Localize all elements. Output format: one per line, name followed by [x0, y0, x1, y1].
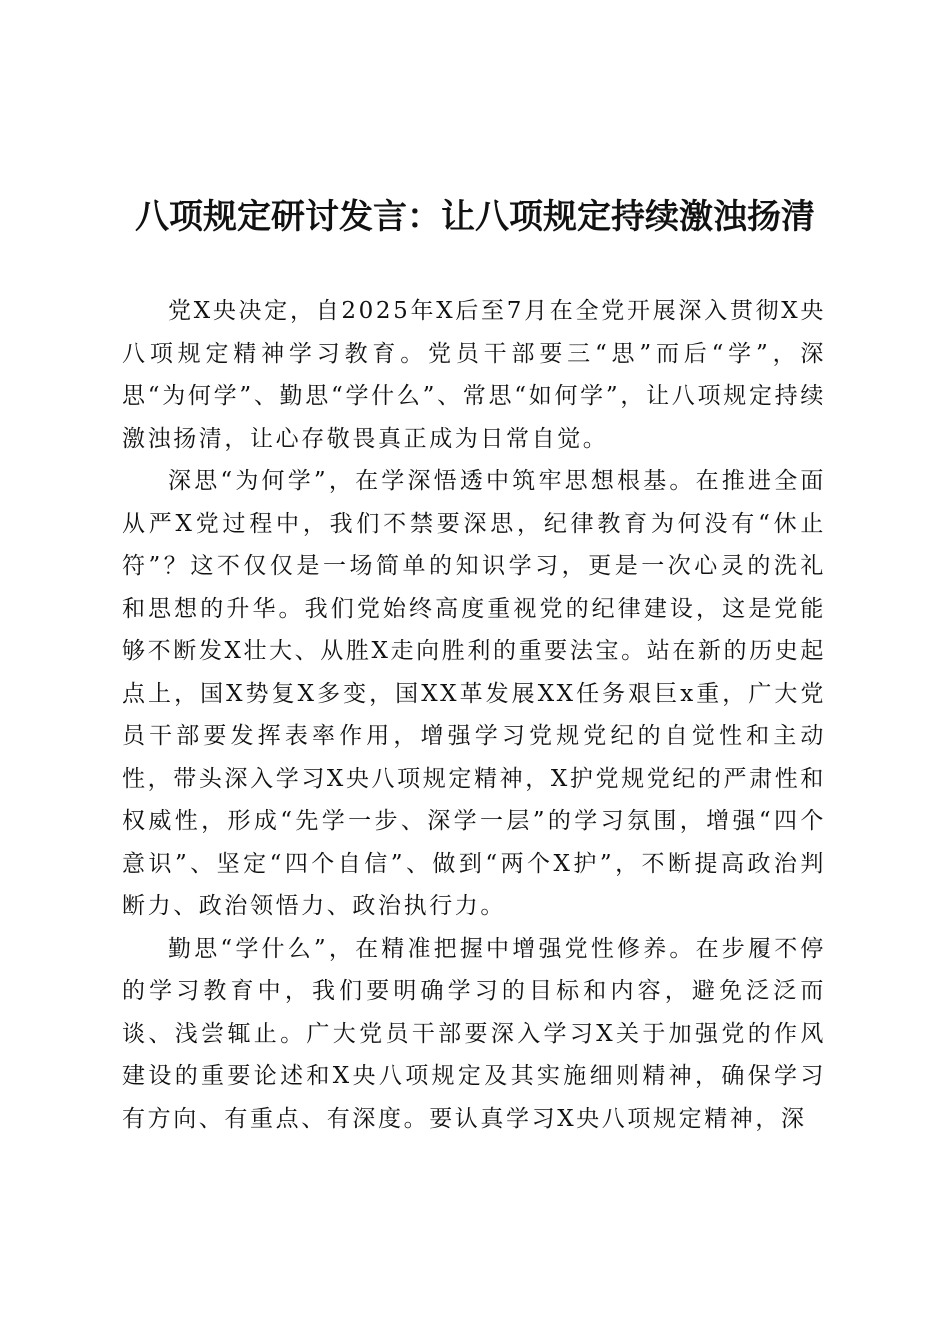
paragraph-what-learn: 勤思“学什么”，在精准把握中增强党性修养。在步履不停的学习教育中，我们要明确学习的目标和内容，避免泛泛而谈、浅尝辄止。广大党员干部要深入学习X关于加强党的作风建设的重要论述和X央八项规定及其实施细则精神，确保学习有方向、有重点、有深度。要认真学习X央八项规定精神，深 [122, 935, 826, 1132]
document-title: 八项规定研讨发言：让八项规定持续激浊扬清 [135, 197, 815, 237]
paragraph-intro: 党X央决定，自2025年X后至7月在全党开展深入贯彻X央八项规定精神学习教育。党员干部要三“思”而后“学”，深思“为何学”、勤思“学什么”、常思“如何学”，让八项规定持续激浊扬清，让心存敬畏真正成为日常自觉。 [122, 298, 826, 452]
paragraph-why-learn: 深思“为何学”，在学深悟透中筑牢思想根基。在推进全面从严X党过程中，我们不禁要深思，纪律教育为何没有“休止符”？这不仅仅是一场简单的知识学习，更是一次心灵的洗礼和思想的升华。我们党始终高度重视党的纪律建设，这是党能够不断发X壮大、从胜X走向胜利的重要法宝。站在新的历史起点上，国X势复X多变，国XX革发展XX任务艰巨x重，广大党员干部要发挥表率作用，增强学习党规党纪的自觉性和主动性，带头深入学习X央八项规定精神，X护党规党纪的严肃性和权威性，形成“先学一步、深学一层”的学习氛围，增强“四个意识”、坚定“四个自信”、做到“两个X护”，不断提高政治判断力、政治领悟力、政治执行力。 [122, 468, 826, 919]
document-body [122, 290, 826, 1140]
